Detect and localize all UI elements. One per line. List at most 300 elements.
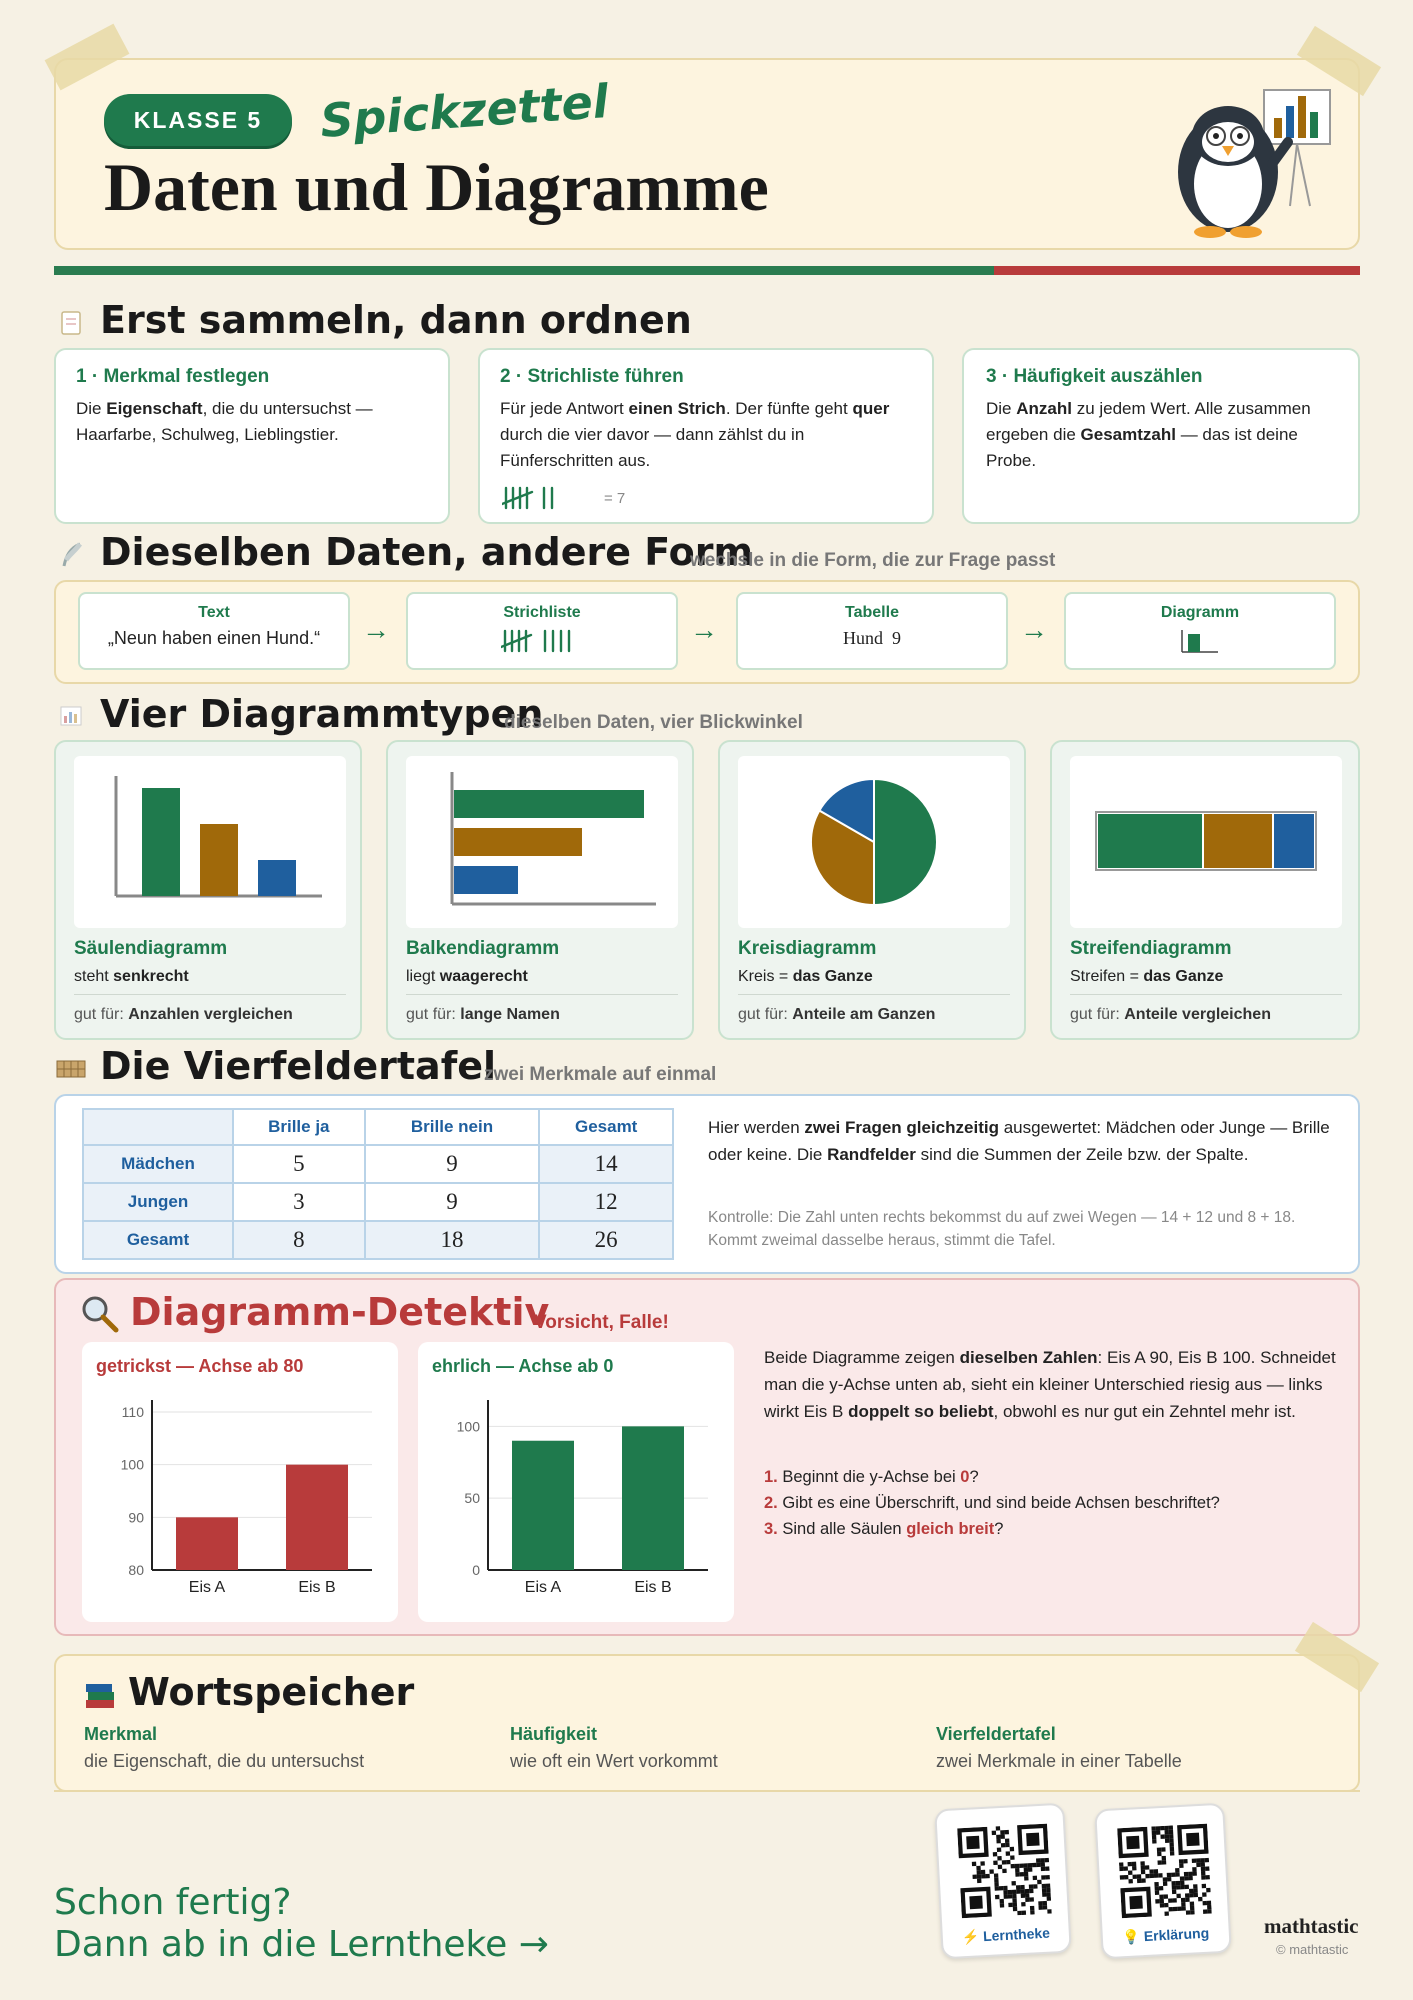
qr-module [1173, 1907, 1178, 1912]
qr-module [993, 1861, 998, 1866]
qr-module [1021, 1893, 1026, 1898]
qr-module [1154, 1882, 1159, 1887]
qr-module [1011, 1881, 1016, 1886]
bar-chart-icon [60, 706, 82, 726]
section-title-wortspeicher: Wortspeicher [128, 1670, 415, 1714]
step-title: 2 · Strichliste führen [500, 366, 684, 387]
mini-bar-chart-icon [1178, 628, 1222, 654]
qr-module [1200, 1858, 1205, 1863]
arrow-icon: → [1020, 614, 1048, 645]
qr-module [1205, 1858, 1210, 1863]
qr-module [1005, 1838, 1010, 1843]
glossary-entry: Vierfeldertafel zwei Merkmale in einer Tabelle [936, 1724, 1182, 1771]
qr-module [1013, 1907, 1018, 1912]
qr-module [1023, 1863, 1028, 1868]
y-tick-label: 0 [472, 1562, 480, 1578]
qr-module [994, 1873, 999, 1878]
qr-module [1164, 1911, 1169, 1916]
qr-module [1011, 1864, 1016, 1869]
diagram-type-card-stripe [1050, 740, 1360, 1040]
qr-module [1180, 1885, 1185, 1890]
qr-module [1012, 1894, 1017, 1899]
qr-module [1154, 1873, 1159, 1878]
qr-module [1190, 1906, 1195, 1911]
stripe-chart-illustration [1070, 756, 1342, 928]
section-title-forms: Dieselben Daten, andere Form [100, 530, 754, 574]
bar [512, 1441, 574, 1570]
qr-module [1045, 1866, 1050, 1871]
diagram-type-name: Kreisdiagramm [738, 938, 877, 959]
lightbulb-icon: 💡 [1122, 1928, 1141, 1946]
qr-module [1164, 1826, 1169, 1831]
qr-module [1185, 1893, 1190, 1898]
qr-module [1016, 1889, 1021, 1894]
arrow-icon: → [690, 614, 718, 645]
qr-module [1167, 1873, 1172, 1878]
qr-module [1024, 1876, 1029, 1881]
qr-module [1033, 1884, 1038, 1889]
qr-module [1004, 1894, 1009, 1899]
step-title: 3 · Häufigkeit auszählen [986, 366, 1203, 387]
qr-module [1193, 1888, 1198, 1893]
qr-module [1152, 1835, 1157, 1840]
table-cell: 8 [233, 1221, 365, 1259]
qr-module [1185, 1897, 1190, 1902]
qr-module [1005, 1843, 1010, 1848]
section-title-vierfeldertafel: Die Vierfeldertafel [100, 1044, 497, 1088]
qr-module [1184, 1876, 1189, 1881]
qr-module [1006, 1860, 1011, 1865]
column-chart-illustration [74, 756, 346, 928]
qr-module [1201, 1862, 1206, 1867]
qr-module [1205, 1866, 1210, 1871]
bar [286, 1465, 348, 1570]
qr-module [1180, 1881, 1185, 1886]
qr-module [996, 1839, 1001, 1844]
glossary-entry: Merkmal die Eigenschaft, die du untersuchst [84, 1724, 365, 1771]
table-cell: 9 [365, 1183, 540, 1221]
qr-module [1169, 1843, 1174, 1848]
section-subtitle-forms: wechsle in die Form, die zur Frage passt [690, 550, 1056, 571]
qr-module [1045, 1875, 1050, 1880]
qr-module [1017, 1911, 1022, 1916]
tally-marks-icon [502, 484, 572, 512]
qr-module [999, 1886, 1004, 1891]
qr-module [1008, 1894, 1013, 1899]
section-title-detective: Diagramm-Detektiv [130, 1290, 550, 1334]
chart-title: ehrlich — Achse ab 0 [432, 1356, 614, 1376]
qr-module [1167, 1877, 1172, 1882]
question-item: 2. Gibt es eine Überschrift, und sind beide Achsen beschriftet? [764, 1494, 1220, 1512]
qr-module [1120, 1875, 1125, 1880]
question-item: 3. Sind alle Säulen gleich breit? [764, 1520, 1004, 1538]
qr-module [993, 1852, 998, 1857]
section-title-types: Vier Diagrammtypen [100, 692, 544, 736]
row-header: Jungen [83, 1183, 233, 1221]
qr-module [1016, 1885, 1021, 1890]
qr-module [1141, 1870, 1146, 1875]
qr-module [1207, 1901, 1212, 1906]
qr-module [1149, 1869, 1154, 1874]
qr-module [1141, 1878, 1146, 1883]
qr-module [1025, 1893, 1030, 1898]
qr-module [997, 1847, 1002, 1852]
qr-module [1189, 1889, 1194, 1894]
qr-module [1179, 1859, 1184, 1864]
qr-module [1029, 1897, 1034, 1902]
qr-module [1165, 1834, 1170, 1839]
qr-module [1021, 1902, 1026, 1907]
qr-module [1162, 1860, 1167, 1865]
qr-module [1181, 1902, 1186, 1907]
qr-module [1152, 1831, 1157, 1836]
qr-module [1043, 1901, 1048, 1906]
qr-module [1032, 1863, 1037, 1868]
chart-honest-svg [418, 1342, 734, 1622]
qr-module [1203, 1901, 1208, 1906]
diagram-type-desc: steht senkrecht [74, 968, 189, 985]
form-text [78, 592, 350, 670]
divider [738, 994, 1010, 995]
qr-module [1002, 1860, 1007, 1865]
qr-module [1132, 1862, 1137, 1867]
qr-module [1176, 1885, 1181, 1890]
qr-module [1041, 1862, 1046, 1867]
penguin-mascot-icon [1160, 84, 1340, 244]
diagram-type-desc: Kreis = das Ganze [738, 968, 873, 985]
qr-module [1000, 1834, 1005, 1839]
qr-module [1155, 1899, 1160, 1904]
table-cell: 5 [233, 1145, 365, 1183]
qr-finder [1186, 1833, 1200, 1847]
qr-code-icon[interactable] [957, 1824, 1052, 1919]
qr-module [1164, 1894, 1169, 1899]
diagram-type-desc: liegt waagerecht [406, 968, 528, 985]
qr-module [1172, 1885, 1177, 1890]
qr-module [1123, 1866, 1128, 1871]
column-header: Brille ja [233, 1109, 365, 1145]
qr-module [1160, 1903, 1165, 1908]
qr-module [1025, 1889, 1030, 1894]
qr-module [1020, 1885, 1025, 1890]
qr-module [1163, 1881, 1168, 1886]
qr-module [1160, 1899, 1165, 1904]
qr-module [1205, 1875, 1210, 1880]
lerntheke-link[interactable]: Dann ab in die Lerntheke → [54, 1924, 549, 1965]
detective-questions [764, 1464, 1338, 1542]
qr-module [1019, 1863, 1024, 1868]
pie-chart-illustration [738, 756, 1010, 928]
qr-module [996, 1826, 1001, 1831]
qr-module [995, 1886, 1000, 1891]
qr-finder [966, 1836, 980, 1850]
qr-module [981, 1874, 986, 1879]
qr-finder [969, 1896, 983, 1910]
qr-module [1145, 1874, 1150, 1879]
qr-module [1152, 1839, 1157, 1844]
page-title: Daten und Diagramme [104, 149, 769, 225]
table-corner [83, 1109, 233, 1145]
qr-module [1132, 1866, 1137, 1871]
form-table [736, 592, 1008, 670]
qr-module [1015, 1872, 1020, 1877]
qr-finder [1129, 1896, 1143, 1910]
qr-module [977, 1874, 982, 1879]
qr-card-lerntheke[interactable]: ⚡ Lerntheke [934, 1803, 1072, 1960]
diagram-type-use: gut für: Anzahlen vergleichen [74, 1006, 293, 1023]
step-title: 1 · Merkmal festlegen [76, 366, 270, 387]
qr-module [997, 1856, 1002, 1861]
qr-module [1161, 1847, 1166, 1852]
qr-module [980, 1861, 985, 1866]
section-subtitle-detective: Vorsicht, Falle! [534, 1312, 669, 1333]
qr-module [994, 1882, 999, 1887]
qr-module [1128, 1862, 1133, 1867]
header-divider-red [994, 266, 1360, 275]
form-diagram [1064, 592, 1336, 670]
qr-module [1008, 1890, 1013, 1895]
qr-module [1181, 1898, 1186, 1903]
vierfeldertafel-check: Kontrolle: Die Zahl unten rechts bekommst du auf zwei Wegen — 14 + 12 und 8 + 18. Kommt zweimal dasselbe heraus, stimmt die Tafel. [708, 1209, 1296, 1249]
qr-module [1000, 1903, 1005, 1908]
qr-module [1002, 1869, 1007, 1874]
detective-explanation: Beide Diagramme zeigen dieselben Zahlen: Eis A 90, Eis B 100. Schneidet man die y-Achse unten ab, sieht ein kleiner Unterschied riesig aus — links wirkt Eis B doppelt so beliebt, obwohl es nur gut ein Zehntel mehr ist. [764, 1348, 1336, 1421]
qr-module [977, 1879, 982, 1884]
qr-module [1036, 1863, 1041, 1868]
form-label: Strichliste [503, 604, 581, 621]
qr-module [1192, 1859, 1197, 1864]
qr-code-icon[interactable] [1117, 1824, 1212, 1919]
qr-module [1192, 1871, 1197, 1876]
qr-module [1183, 1859, 1188, 1864]
qr-module [1189, 1893, 1194, 1898]
qr-module [1037, 1880, 1042, 1885]
form-value: „Neun haben einen Hund.“ [107, 628, 321, 648]
qr-module [1012, 1898, 1017, 1903]
header-subtitle: Spickzettel [318, 73, 611, 149]
y-tick-label: 100 [120, 1456, 144, 1473]
qr-module [1193, 1884, 1198, 1889]
qr-module [972, 1862, 977, 1867]
qr-module [1141, 1865, 1146, 1870]
diagram-type-name: Säulendiagramm [74, 938, 228, 959]
qr-module [1180, 1876, 1185, 1881]
qr-module [1047, 1909, 1052, 1914]
qr-module [976, 1866, 981, 1871]
tally-result: = 7 [604, 490, 626, 507]
qr-module [1201, 1875, 1206, 1880]
section-title-collect: Erst sammeln, dann ordnen [100, 298, 692, 342]
form-label: Tabelle [845, 604, 899, 621]
qr-module [1163, 1877, 1168, 1882]
qr-module [1046, 1892, 1051, 1897]
qr-module [1006, 1851, 1011, 1856]
diagram-type-name: Balkendiagramm [406, 938, 560, 959]
qr-module [1013, 1902, 1018, 1907]
qr-module [1176, 1894, 1181, 1899]
qr-finder [1026, 1833, 1040, 1847]
x-tick-label: Eis B [298, 1579, 336, 1596]
qr-module [992, 1831, 997, 1836]
step-text: Für jede Antwort einen Strich. Der fünfte geht quer durch die vier davor — dann zählst du in Fünferschritten aus. [500, 399, 890, 470]
qr-module [989, 1869, 994, 1874]
qr-module [1179, 1863, 1184, 1868]
books-icon [84, 1680, 116, 1710]
qr-module [1024, 1868, 1029, 1873]
x-tick-label: Eis A [188, 1579, 226, 1596]
qr-module [1124, 1875, 1129, 1880]
step-text: Die Anzahl zu jedem Wert. Alle zusammen ergeben die Gesamtzahl — das ist deine Probe. [986, 399, 1311, 470]
qr-module [1046, 1888, 1051, 1893]
qr-module [994, 1878, 999, 1883]
qr-card-erklaerung[interactable]: 💡 Erklärung [1094, 1803, 1232, 1960]
table-cell: 26 [539, 1221, 673, 1259]
qr-module [1041, 1867, 1046, 1872]
qr-module [995, 1895, 1000, 1900]
qr-module [1015, 1864, 1020, 1869]
qr-module [1030, 1910, 1035, 1915]
qr-module [1029, 1889, 1034, 1894]
qr-module [1159, 1886, 1164, 1891]
qr-module [1164, 1830, 1169, 1835]
arrow-icon: → [362, 614, 390, 645]
qr-module [1128, 1870, 1133, 1875]
qr-module [1202, 1892, 1207, 1897]
qr-module [1151, 1826, 1156, 1831]
qr-module [1047, 1896, 1052, 1901]
question-item: 1. Beginnt die y-Achse bei 0? [764, 1468, 979, 1486]
x-tick-label: Eis A [524, 1579, 562, 1596]
qr-module [1042, 1884, 1047, 1889]
chart-honest [418, 1342, 734, 1622]
qr-module [1030, 1906, 1035, 1911]
qr-module [1000, 1899, 1005, 1904]
qr-module [1185, 1885, 1190, 1890]
qr-module [1128, 1879, 1133, 1884]
y-tick-label: 50 [464, 1490, 480, 1507]
notepad-icon [60, 310, 82, 336]
qr-module [1207, 1905, 1212, 1910]
qr-module [1038, 1905, 1043, 1910]
step-text: Die Eigenschaft, die du untersuchst — Haarfarbe, Schulweg, Lieblingstier. [76, 399, 373, 444]
qr-module [1000, 1830, 1005, 1835]
qr-module [1036, 1858, 1041, 1863]
diagram-type-desc: Streifen = das Ganze [1070, 968, 1224, 985]
column-header: Brille nein [365, 1109, 540, 1145]
qr-module [1157, 1847, 1162, 1852]
chart-title: getrickst — Achse ab 80 [96, 1356, 304, 1376]
table-cell: 12 [539, 1183, 673, 1221]
qr-module [1020, 1889, 1025, 1894]
qr-module [1159, 1895, 1164, 1900]
qr-module [1041, 1875, 1046, 1880]
qr-module [1020, 1872, 1025, 1877]
diagram-type-card-bar [386, 740, 694, 1040]
qr-module [1157, 1852, 1162, 1857]
qr-module [1176, 1881, 1181, 1886]
qr-module [1156, 1830, 1161, 1835]
qr-module [1164, 1903, 1169, 1908]
y-tick-label: 110 [121, 1404, 144, 1420]
divider [1070, 994, 1342, 995]
grid-table-icon [56, 1060, 86, 1078]
y-tick-label: 100 [456, 1418, 480, 1435]
qr-module [1119, 1867, 1124, 1872]
qr-module [1169, 1907, 1174, 1912]
qr-module [1192, 1867, 1197, 1872]
step-card-1 [54, 348, 450, 524]
qr-module [1188, 1876, 1193, 1881]
qr-module [1175, 1868, 1180, 1873]
divider [406, 994, 678, 995]
row-header: Gesamt [83, 1221, 233, 1259]
qr-module [1168, 1898, 1173, 1903]
qr-module [1001, 1843, 1006, 1848]
qr-module [1158, 1873, 1163, 1878]
qr-module [1043, 1905, 1048, 1910]
qr-module [1156, 1826, 1161, 1831]
chart-tricked-svg [82, 1342, 398, 1622]
qr-module [1181, 1906, 1186, 1911]
qr-module [1155, 1891, 1160, 1896]
section-subtitle-types: dieselben Daten, vier Blickwinkel [504, 712, 803, 733]
section-subtitle-vierfeldertafel: zwei Merkmale auf einmal [484, 1064, 717, 1085]
feather-pen-icon [60, 542, 84, 568]
chart-tricked [82, 1342, 398, 1622]
qr-module [1140, 1861, 1145, 1866]
step-card-3 [962, 348, 1360, 524]
qr-module [981, 1870, 986, 1875]
column-header: Gesamt [539, 1109, 673, 1145]
table-cell: 18 [365, 1221, 540, 1259]
qr-module [1132, 1875, 1137, 1880]
qr-module [1157, 1860, 1162, 1865]
qr-module [1022, 1911, 1027, 1916]
divider [54, 1790, 1360, 1792]
qr-module [1194, 1893, 1199, 1898]
form-value: Hund 9 [843, 628, 901, 648]
qr-module [1196, 1858, 1201, 1863]
qr-module [1145, 1865, 1150, 1870]
qr-module [1154, 1869, 1159, 1874]
qr-module [1119, 1862, 1124, 1867]
qr-module [1201, 1871, 1206, 1876]
qr-module [1175, 1872, 1180, 1877]
class-badge: KLASSE 5 [104, 94, 292, 146]
tally-marks-icon [501, 628, 583, 654]
qr-module [1188, 1872, 1193, 1877]
qr-module [1190, 1910, 1195, 1915]
qr-module [1206, 1888, 1211, 1893]
qr-module [1160, 1834, 1165, 1839]
qr-module [1137, 1879, 1142, 1884]
qr-module [1024, 1872, 1029, 1877]
qr-module [1010, 1847, 1015, 1852]
qr-module [1015, 1868, 1020, 1873]
qr-module [1165, 1838, 1170, 1843]
step-card-2 [478, 348, 934, 524]
form-tally [406, 592, 678, 670]
qr-module [1169, 1825, 1174, 1830]
form-label: Text [198, 604, 230, 621]
qr-module [1010, 1855, 1015, 1860]
diagram-type-use: gut für: Anteile am Ganzen [738, 1006, 936, 1023]
qr-module [1155, 1886, 1160, 1891]
qr-module [1046, 1884, 1051, 1889]
vierfeldertafel-explanation: Hier werden zwei Fragen gleichzeitig ausgewertet: Mädchen oder Junge — Brille oder keine. Die Randfelder sind die Summen der Zeile bzw. der Spalte. [708, 1118, 1330, 1164]
diagram-type-use: gut für: lange Namen [406, 1006, 560, 1023]
qr-module [1170, 1851, 1175, 1856]
